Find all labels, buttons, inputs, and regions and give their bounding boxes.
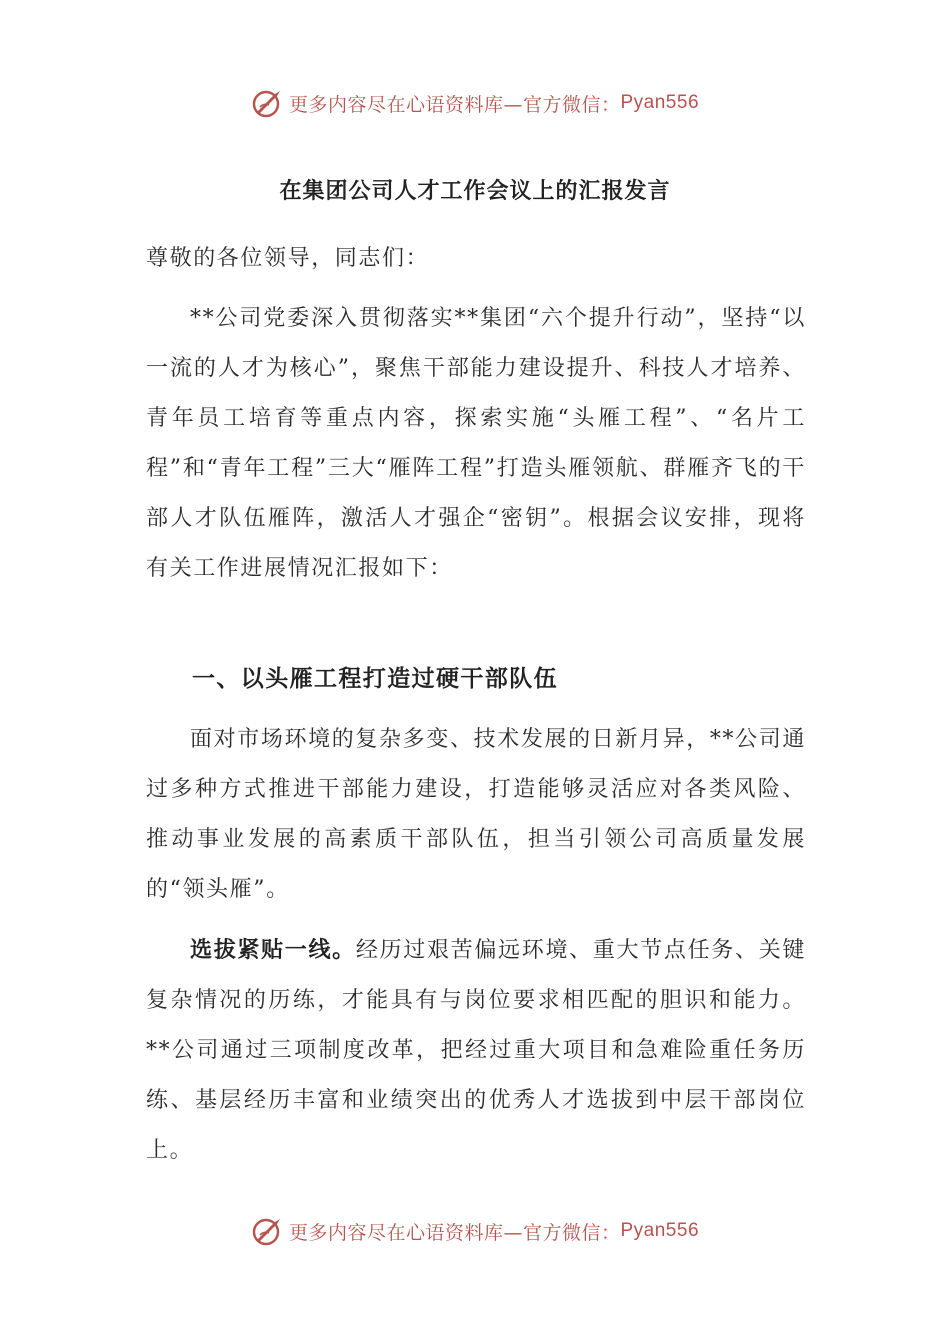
pen-logo-icon <box>251 1214 285 1248</box>
point-body: 经历过艰苦偏远环境、重大节点任务、关键复杂情况的历练，才能具有与岗位要求相匹配的胆识和能力。**公司通过三项制度改革，把经过重大项目和急难险重任务历练、基层经历丰富和业绩突出的优秀人才选拔到中层干部岗位上。 <box>146 938 806 1163</box>
section-heading: 一、以头雁工程打造过硬干部队伍 <box>192 665 558 692</box>
point-paragraph-text <box>146 925 806 1176</box>
point-paragraph <box>146 925 806 1176</box>
watermark-wechat-id: Pyan556 <box>620 92 700 113</box>
header-watermark <box>0 83 950 123</box>
section-paragraph-text: 面对市场环境的复杂多变、技术发展的日新月异，**公司通过多种方式推进干部能力建设，打造能够灵活应对各类风险、推动事业发展的高素质干部队伍，担当引领公司高质量发展的“领头雁”。 <box>146 727 806 902</box>
pen-logo-icon <box>251 86 285 120</box>
salutation: 尊敬的各位领导，同志们： <box>146 246 430 271</box>
watermark-text: 更多内容尽在心语资料库—官方微信： <box>288 1221 621 1244</box>
intro-text: **公司党委深入贯彻落实**集团“六个提升行动”，坚持“以一流的人才为核心”，聚焦干部能力建设提升、科技人才培养、青年员工培育等重点内容，探索实施“头雁工程”、“名片工程”和“青年工程”三大“雁阵工程”打造头雁领航、群雁齐飞的干部人才队伍雁阵，激活人才强企“密钥”。根据会议安排，现将有关工作进展情况汇报如下： <box>146 306 806 581</box>
section-paragraph <box>146 715 806 915</box>
intro-paragraph <box>146 294 806 594</box>
document-title: 在集团公司人才工作会议上的汇报发言 <box>279 178 671 204</box>
watermark-text: 更多内容尽在心语资料库—官方微信： <box>288 93 621 116</box>
watermark-wechat-id: Pyan556 <box>620 1220 700 1241</box>
footer-watermark <box>0 1211 950 1251</box>
point-lead: 选拔紧贴一线。 <box>190 937 356 963</box>
